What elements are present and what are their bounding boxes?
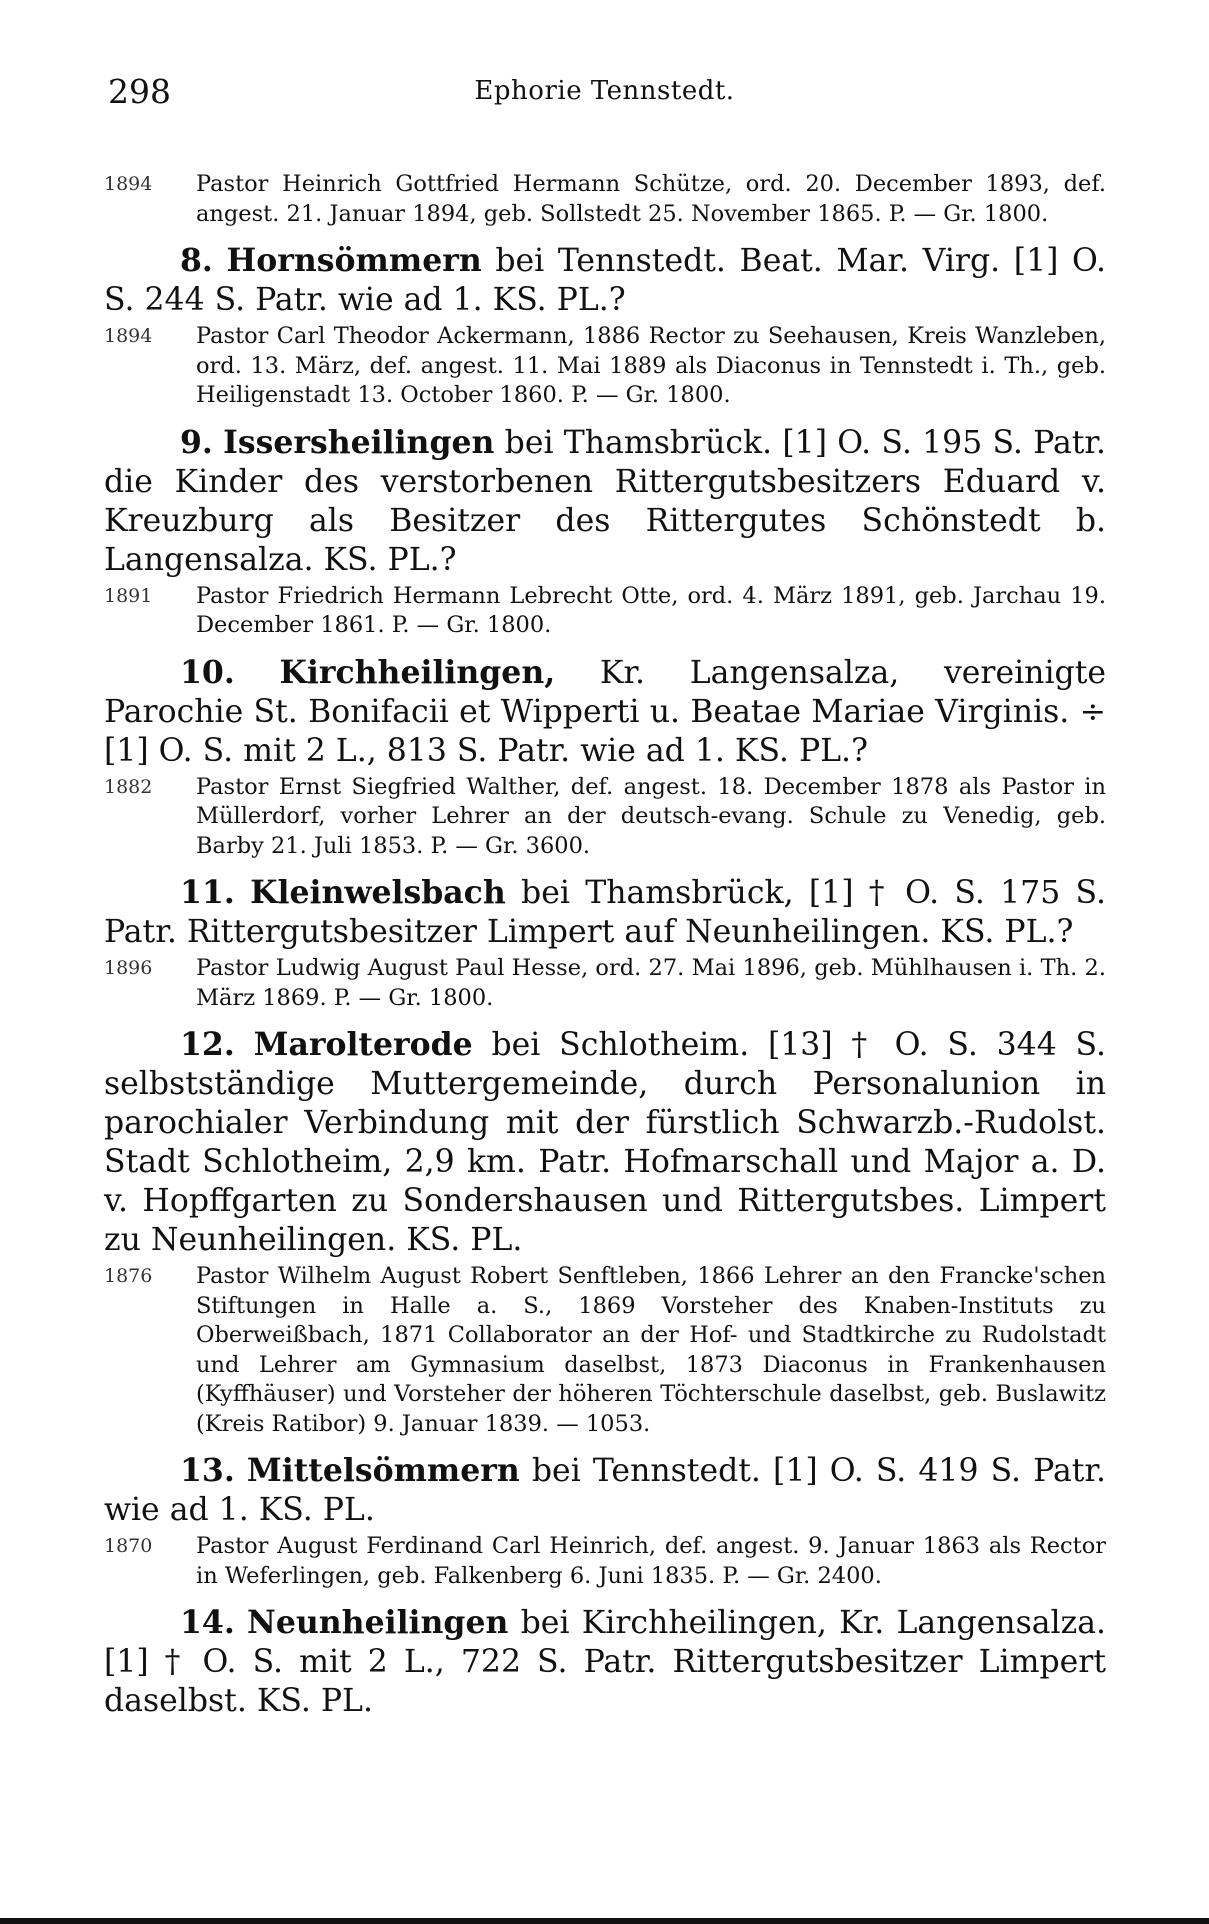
pastor-year: 1882: [104, 775, 153, 798]
parish-number: 9.: [180, 423, 213, 461]
parish-name: Neunheilingen: [247, 1604, 509, 1641]
parish-name: Marolterode: [253, 1026, 473, 1063]
parish-entry-9: [104, 423, 1106, 641]
parish-entry-14: [104, 1603, 1106, 1721]
parish-heading: [104, 241, 1106, 320]
pastor-text: Pastor Ernst Siegfried Walther, def. angest. 18. December 1878 als Pastor in Müllerdorf, vorher Lehrer an der deutsch-evang. Schule zu Venedig, geb. Barby 21. Juli 1853. P. — Gr. 3600.: [196, 773, 1106, 859]
parish-name: Kleinwelsbach: [250, 874, 506, 911]
parish-name: Hornsömmern: [226, 242, 482, 279]
parish-description: bei Tennstedt. [1] O. S. 419 S. Patr. wie ad 1. KS. PL.: [104, 1453, 1106, 1528]
pastor-text: Pastor Friedrich Hermann Lebrecht Otte, ord. 4. März 1891, geb. Jarchau 19. December 1861. P. — Gr. 1800.: [196, 582, 1106, 638]
parish-description: Kr. Langensalza, vereinigte Parochie St. Bonifacii et Wipperti u. Beatae Mariae Virginis. ÷ [1] O. S. mit 2 L., 813 S. Patr. wie ad 1. KS. PL.?: [104, 654, 1106, 769]
parish-number: 14.: [180, 1604, 235, 1641]
pastor-text: Pastor Heinrich Gottfried Hermann Schütze, ord. 20. December 1893, def. angest. 21. Januar 1894, geb. Sollstedt 25. November 1865. P. — Gr. 1800.: [196, 171, 1106, 227]
pastor-record: [104, 954, 1106, 1013]
parish-description: bei Thamsbrück, [1] † O. S. 175 S. Patr. Rittergutsbesitzer Limpert auf Neunheilingen. KS. PL.?: [104, 875, 1107, 950]
pastor-record: [104, 322, 1106, 411]
pastor-year: 1894: [104, 325, 153, 347]
parish-heading: [104, 423, 1106, 580]
parish-heading: [104, 873, 1106, 952]
pastor-year: 1894: [104, 173, 153, 195]
parish-number: 13.: [180, 1452, 235, 1489]
page-number: 298: [108, 72, 171, 111]
pastor-year: 1870: [104, 1535, 153, 1557]
parish-entry-12: [104, 1025, 1106, 1439]
pastor-record: [104, 170, 1106, 229]
page-content: [104, 168, 1106, 1733]
parish-heading: [104, 1603, 1106, 1721]
parish-number: 11.: [180, 874, 235, 911]
pastor-text: Pastor August Ferdinand Carl Heinrich, def. angest. 9. Januar 1863 als Rector in Weferlingen, geb. Falkenberg 6. Juni 1835. P. — Gr. 2400.: [196, 1533, 1106, 1589]
parish-heading: [104, 1451, 1106, 1530]
parish-heading: [104, 1025, 1106, 1260]
pastor-year: 1891: [104, 584, 153, 607]
parish-name: Issersheilingen: [223, 423, 495, 461]
pastor-record: [104, 1262, 1106, 1439]
parish-description: bei Kirchheilingen, Kr. Langensalza. [1] † O. S. mit 2 L., 722 S. Patr. Rittergutsbesitzer Limpert daselbst. KS. PL.: [104, 1605, 1106, 1719]
pastor-text: Pastor Wilhelm August Robert Senftleben, 1866 Lehrer an den Francke'schen Stiftungen in Halle a. S., 1869 Vorsteher des Knaben-Instituts zu Oberweißbach, 1871 Collaborator an der Hof- und Stadtkirche zu Rudolstadt und Lehrer am Gymnasium daselbst, 1873 Diaconus in Frankenhausen (Kyffhäuser) und Vorsteher der höheren Töchterschule daselbst, geb. Buslawitz (Kreis Ratibor) 9. Januar 1839. — 1053.: [196, 1263, 1106, 1437]
parish-entry-8: [104, 241, 1106, 411]
parish-description: bei Schlotheim. [13] † O. S. 344 S. selbstständige Muttergemeinde, durch Personalunion in parochialer Verbindung mit der fürstlich Schwarzb.-Rudolst. Stadt Schlotheim, 2,9 km. Patr. Hofmarschall und Major a. D. v. Hopffgarten zu Sondershausen und Rittergutsbes. Limpert zu Neunheilingen. KS. PL.: [104, 1027, 1106, 1258]
parish-entry-11: [104, 873, 1106, 1013]
parish-entry-13: [104, 1451, 1106, 1591]
pastor-year: 1876: [104, 1265, 153, 1287]
pastor-text: Pastor Carl Theodor Ackermann, 1886 Rector zu Seehausen, Kreis Wanzleben, ord. 13. März, def. angest. 11. Mai 1889 als Diaconus in Tennstedt i. Th., geb. Heiligenstadt 13. October 1860. P. — Gr. 1800.: [196, 323, 1106, 408]
parish-number: 12.: [180, 1026, 235, 1063]
bottom-border: [0, 1918, 1209, 1924]
pastor-record: [104, 1532, 1106, 1591]
parish-entry-10: [104, 653, 1106, 862]
intro-entry: [104, 170, 1106, 229]
parish-heading: [104, 653, 1106, 771]
parish-number: 10.: [180, 653, 235, 691]
pastor-year: 1896: [104, 957, 153, 979]
parish-name: Kirchheilingen,: [279, 653, 556, 691]
page-header: [108, 72, 1101, 122]
parish-description: bei Tennstedt. Beat. Mar. Virg. [1] O. S. 244 S. Patr. wie ad 1. KS. PL.?: [104, 243, 1107, 318]
pastor-text: Pastor Ludwig August Paul Hesse, ord. 27. Mai 1896, geb. Mühlhausen i. Th. 2. März 1869. P. — Gr. 1800.: [196, 955, 1106, 1011]
pastor-record: [104, 582, 1106, 641]
parish-description: bei Thamsbrück. [1] O. S. 195 S. Patr. die Kinder des verstorbenen Rittergutsbesitzers Eduard v. Kreuzburg als Besitzer des Rittergutes Schönstedt b. Langensalza. KS. PL.?: [104, 424, 1107, 578]
running-head: Ephorie Tennstedt.: [474, 76, 735, 106]
parish-number: 8.: [180, 242, 213, 279]
parish-name: Mittelsömmern: [246, 1452, 520, 1489]
pastor-record: [104, 773, 1106, 862]
